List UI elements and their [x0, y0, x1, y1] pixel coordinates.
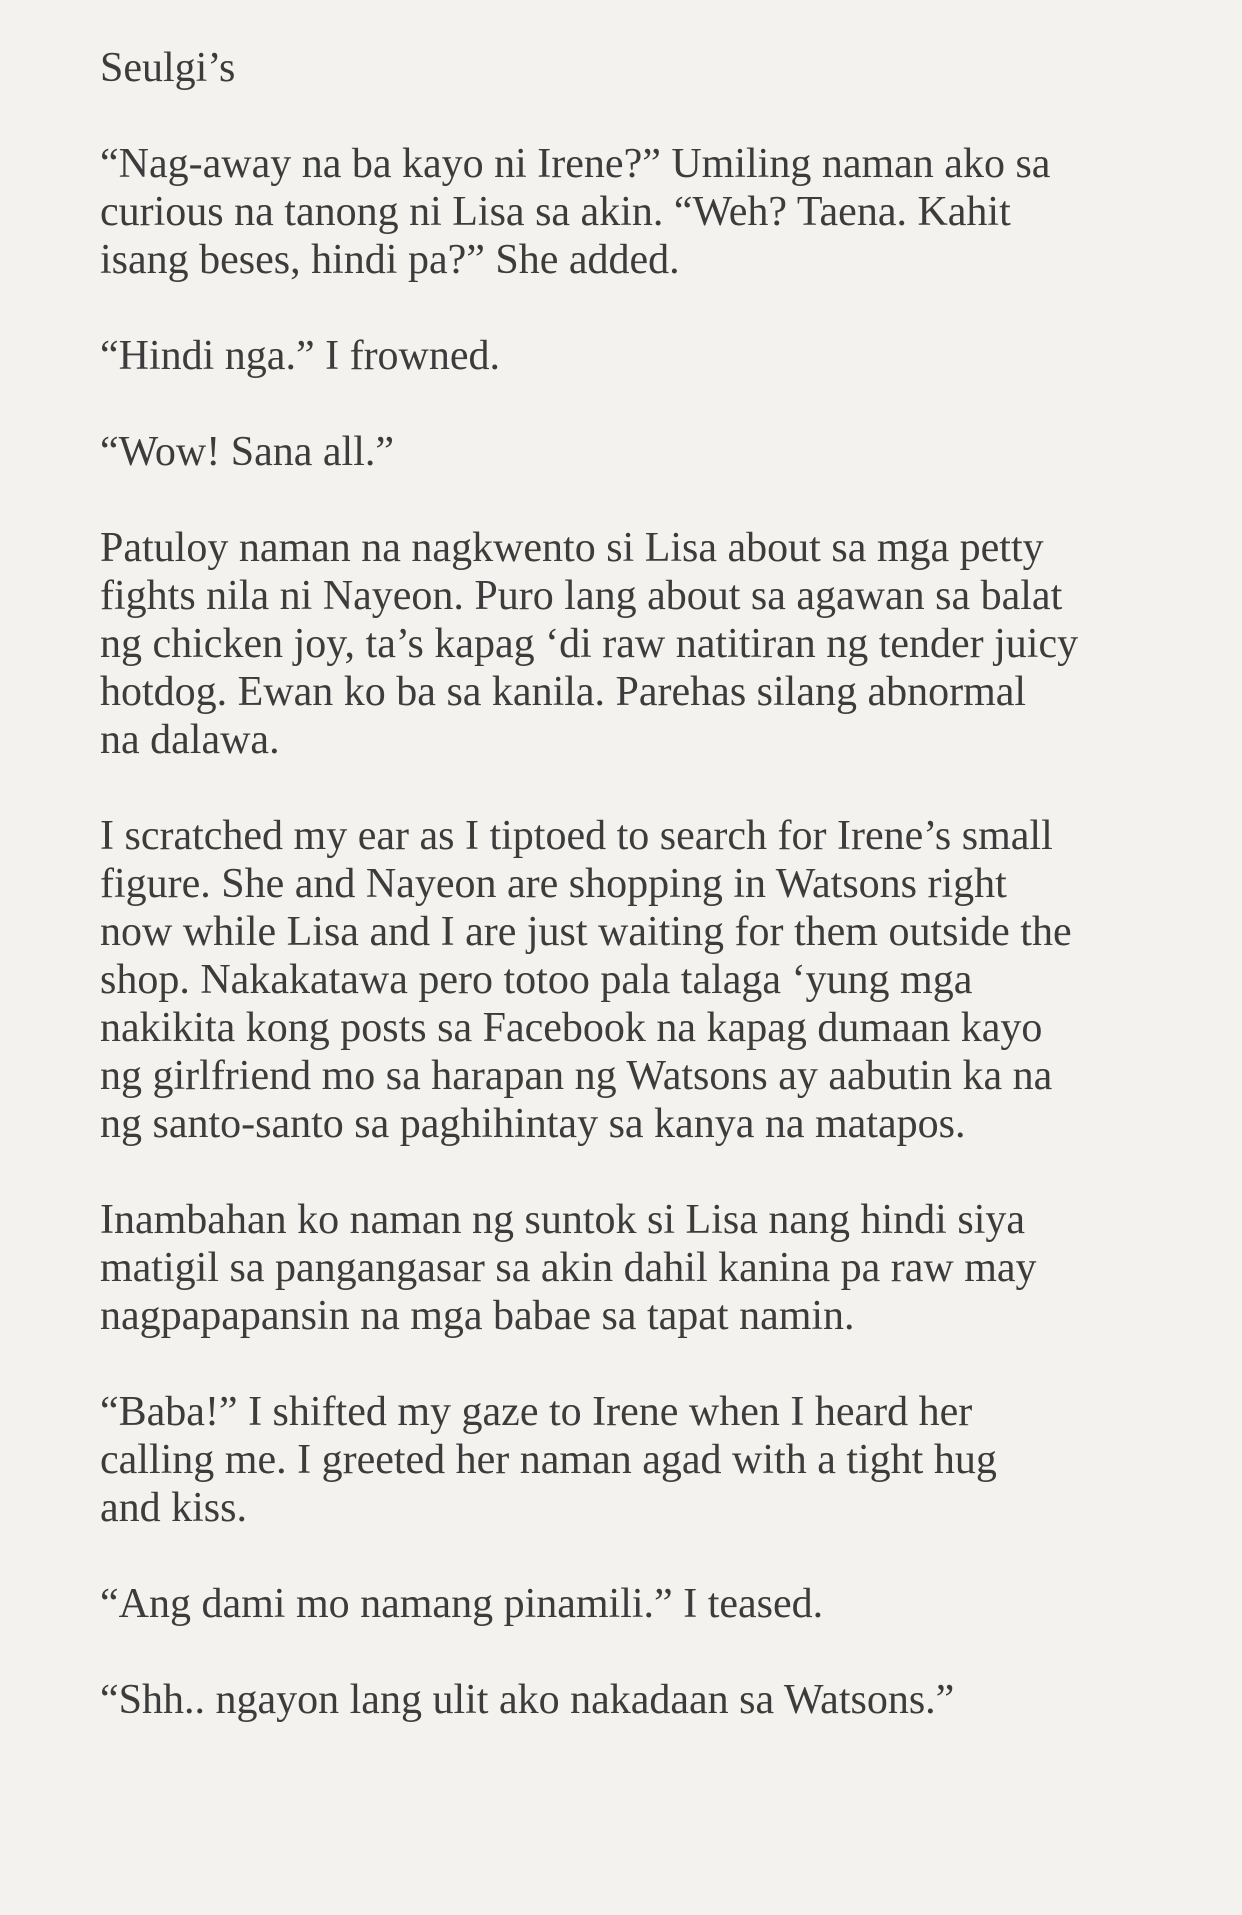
- story-text: [100, 44, 1160, 1772]
- paragraph: [100, 524, 1160, 764]
- text-line: ng chicken joy, ta’s kapag ‘di raw natitiran ng tender juicy: [100, 621, 1079, 667]
- text-line: and kiss.: [100, 1485, 247, 1531]
- paragraph: [100, 1196, 1160, 1340]
- text-line: Patuloy naman na nagkwento si Lisa about sa mga petty: [100, 525, 1044, 571]
- text-line: na dalawa.: [100, 717, 280, 763]
- paragraph: [100, 140, 1160, 284]
- text-line: “Shh.. ngayon lang ulit ako nakadaan sa Watsons.”: [100, 1677, 955, 1723]
- text-line: hotdog. Ewan ko ba sa kanila. Parehas silang abnormal: [100, 669, 1027, 715]
- text-line: ng santo-santo sa paghihintay sa kanya na matapos.: [100, 1101, 966, 1147]
- text-line: Seulgi’s: [100, 45, 236, 91]
- text-line: shop. Nakakatawa pero totoo pala talaga ‘yung mga: [100, 957, 973, 1003]
- text-line: fights nila ni Nayeon. Puro lang about sa agawan sa balat: [100, 573, 1063, 619]
- text-line: Inambahan ko naman ng suntok si Lisa nang hindi siya: [100, 1197, 1026, 1243]
- text-line: “Nag-away na ba kayo ni Irene?” Umiling naman ako sa: [100, 141, 1051, 187]
- text-line: matigil sa pangangasar sa akin dahil kanina pa raw may: [100, 1245, 1037, 1291]
- text-line: calling me. I greeted her naman agad with a tight hug: [100, 1437, 997, 1483]
- paragraph: [100, 812, 1160, 1148]
- text-line: now while Lisa and I are just waiting for them outside the: [100, 909, 1072, 955]
- section-heading: [100, 44, 1160, 92]
- text-line: “Wow! Sana all.”: [100, 429, 394, 475]
- text-line: figure. She and Nayeon are shopping in Watsons right: [100, 861, 1007, 907]
- text-line: I scratched my ear as I tiptoed to search for Irene’s small: [100, 813, 1053, 859]
- paragraph: [100, 1676, 1160, 1724]
- text-line: curious na tanong ni Lisa sa akin. “Weh? Taena. Kahit: [100, 189, 1011, 235]
- paragraph: [100, 1580, 1160, 1628]
- text-line: ng girlfriend mo sa harapan ng Watsons ay aabutin ka na: [100, 1053, 1053, 1099]
- text-line: “Ang dami mo namang pinamili.” I teased.: [100, 1581, 824, 1627]
- text-line: nakikita kong posts sa Facebook na kapag dumaan kayo: [100, 1005, 1043, 1051]
- text-line: “Baba!” I shifted my gaze to Irene when I heard her: [100, 1389, 973, 1435]
- text-line: “Hindi nga.” I frowned.: [100, 333, 501, 379]
- paragraph: [100, 332, 1160, 380]
- text-line: isang beses, hindi pa?” She added.: [100, 237, 680, 283]
- paragraph: [100, 428, 1160, 476]
- paragraph: [100, 1388, 1160, 1532]
- text-line: nagpapapansin na mga babae sa tapat namin.: [100, 1293, 855, 1339]
